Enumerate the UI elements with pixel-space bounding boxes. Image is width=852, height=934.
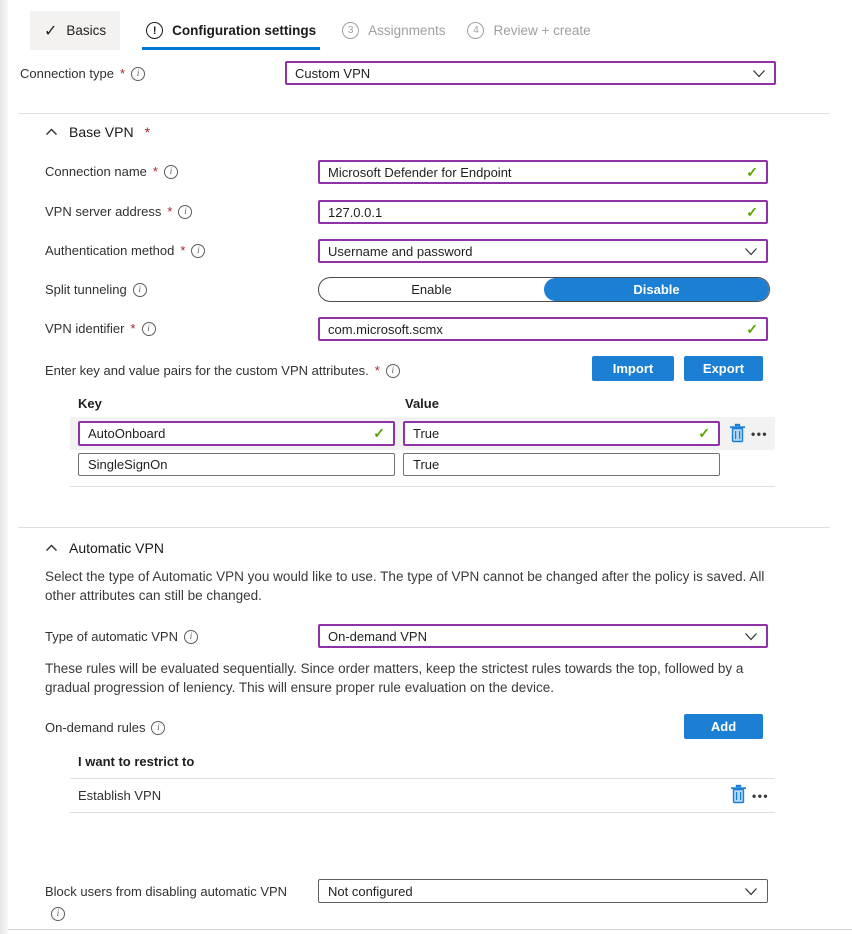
on-demand-rules-note: These rules will be evaluated sequentially. Since order matters, keep the strictest rules towards the top, followed by a gradual progression of leniency. This will ensure proper rule evaluation on the device. [45, 661, 744, 695]
required-asterisk: * [144, 124, 151, 140]
section-divider [18, 527, 830, 528]
block-disable-vpn-label: Block users from disabling automatic VPNi [45, 884, 288, 919]
info-icon[interactable]: i [164, 165, 178, 179]
vpn-identifier-input[interactable]: com.microsoft.scmx ✓ [318, 317, 768, 341]
split-tunneling-enable-option[interactable]: Enable [411, 282, 452, 297]
table-divider [70, 778, 775, 779]
blade-left-edge [0, 0, 8, 934]
add-rule-button[interactable]: Add [684, 714, 763, 739]
block-disable-vpn-dropdown[interactable]: Not configured [318, 879, 768, 903]
delete-trash-icon[interactable] [729, 423, 746, 443]
export-button[interactable]: Export [684, 356, 763, 381]
info-icon[interactable]: i [131, 67, 145, 81]
required-asterisk: * [119, 66, 126, 81]
chevron-down-icon [744, 632, 758, 641]
vpn-server-address-label: VPN server address * i [45, 204, 192, 219]
step-number-icon: 4 [467, 22, 484, 39]
chevron-up-icon [45, 544, 58, 552]
vpn-server-address-input[interactable]: 127.0.0.1 ✓ [318, 200, 768, 224]
restrict-to-column-header: I want to restrict to [78, 754, 195, 769]
tab-review-create[interactable] [467, 11, 590, 50]
valid-checkmark-icon: ✓ [698, 425, 710, 441]
delete-trash-icon[interactable] [730, 784, 747, 804]
tab-configuration-settings[interactable] [142, 11, 320, 50]
type-of-automatic-vpn-label: Type of automatic VPN i [45, 629, 198, 644]
chevron-down-icon [744, 247, 758, 256]
authentication-method-dropdown[interactable]: Username and password [318, 239, 768, 263]
tab-label: Configuration settings [172, 23, 317, 38]
active-tab-underline [142, 47, 320, 50]
info-icon[interactable]: i [191, 244, 205, 258]
tab-assignments[interactable] [342, 11, 445, 50]
required-asterisk: * [152, 164, 158, 179]
split-tunneling-disable-option[interactable]: Disable [544, 278, 769, 301]
authentication-method-label: Authentication method * i [45, 243, 205, 258]
import-button[interactable]: Import [592, 356, 674, 381]
required-asterisk: * [130, 321, 136, 336]
connection-name-label: Connection name * i [45, 164, 178, 179]
table-divider [70, 486, 775, 487]
required-asterisk: * [167, 204, 173, 219]
base-vpn-section-header[interactable]: Base VPN * [45, 124, 150, 140]
custom-attributes-label: Enter key and value pairs for the custom VPN attributes. * i [45, 363, 400, 378]
on-demand-rules-label: On-demand rules i [45, 720, 165, 735]
chevron-down-icon [744, 887, 758, 896]
table-divider [70, 812, 775, 813]
key-column-header: Key [78, 396, 102, 411]
alert-icon: ! [146, 22, 163, 39]
step-number-icon: 3 [342, 22, 359, 39]
info-icon[interactable]: i [51, 907, 65, 921]
connection-type-label: Connection type * i [20, 66, 145, 81]
checkmark-icon: ✓ [44, 22, 58, 40]
more-options-icon[interactable]: ••• [752, 789, 770, 803]
info-icon[interactable]: i [184, 630, 198, 644]
section-divider [18, 113, 830, 114]
connection-name-input[interactable]: Microsoft Defender for Endpoint ✓ [318, 160, 768, 184]
bottom-divider [8, 929, 852, 930]
chevron-up-icon [45, 128, 58, 136]
type-of-automatic-vpn-dropdown[interactable]: On-demand VPN [318, 624, 768, 648]
info-icon[interactable]: i [178, 205, 192, 219]
required-asterisk: * [374, 363, 380, 378]
split-tunneling-toggle [318, 277, 770, 302]
valid-checkmark-icon: ✓ [373, 425, 385, 441]
tab-basics[interactable] [30, 11, 120, 50]
info-icon[interactable]: i [386, 364, 400, 378]
tab-label: Review + create [493, 23, 591, 38]
attribute-value-input[interactable]: True [403, 453, 720, 476]
attribute-key-input[interactable]: AutoOnboard ✓ [78, 421, 395, 446]
automatic-vpn-section-header[interactable]: Automatic VPN [45, 540, 164, 556]
wizard-steps [30, 11, 591, 50]
valid-checkmark-icon: ✓ [746, 320, 758, 337]
attribute-key-input[interactable]: SingleSignOn [78, 453, 395, 476]
info-icon[interactable]: i [133, 283, 147, 297]
value-column-header: Value [405, 396, 439, 411]
split-tunneling-label: Split tunneling i [45, 282, 147, 297]
tab-label: Basics [66, 23, 107, 38]
chevron-down-icon [752, 69, 766, 78]
automatic-vpn-description: Select the type of Automatic VPN you would like to use. The type of VPN cannot be changed after the policy is saved. All other attributes can still be changed. [45, 569, 765, 603]
valid-checkmark-icon: ✓ [746, 203, 758, 220]
info-icon[interactable]: i [151, 721, 165, 735]
rule-row-establish-vpn: Establish VPN [78, 788, 162, 803]
required-asterisk: * [180, 243, 186, 258]
connection-type-dropdown[interactable]: Custom VPN [285, 61, 776, 85]
info-icon[interactable]: i [142, 322, 156, 336]
vpn-identifier-label: VPN identifier * i [45, 321, 156, 336]
more-options-icon[interactable]: ••• [751, 427, 769, 441]
valid-checkmark-icon: ✓ [746, 163, 758, 180]
tab-label: Assignments [368, 23, 446, 38]
attribute-value-input[interactable]: True ✓ [403, 421, 720, 446]
